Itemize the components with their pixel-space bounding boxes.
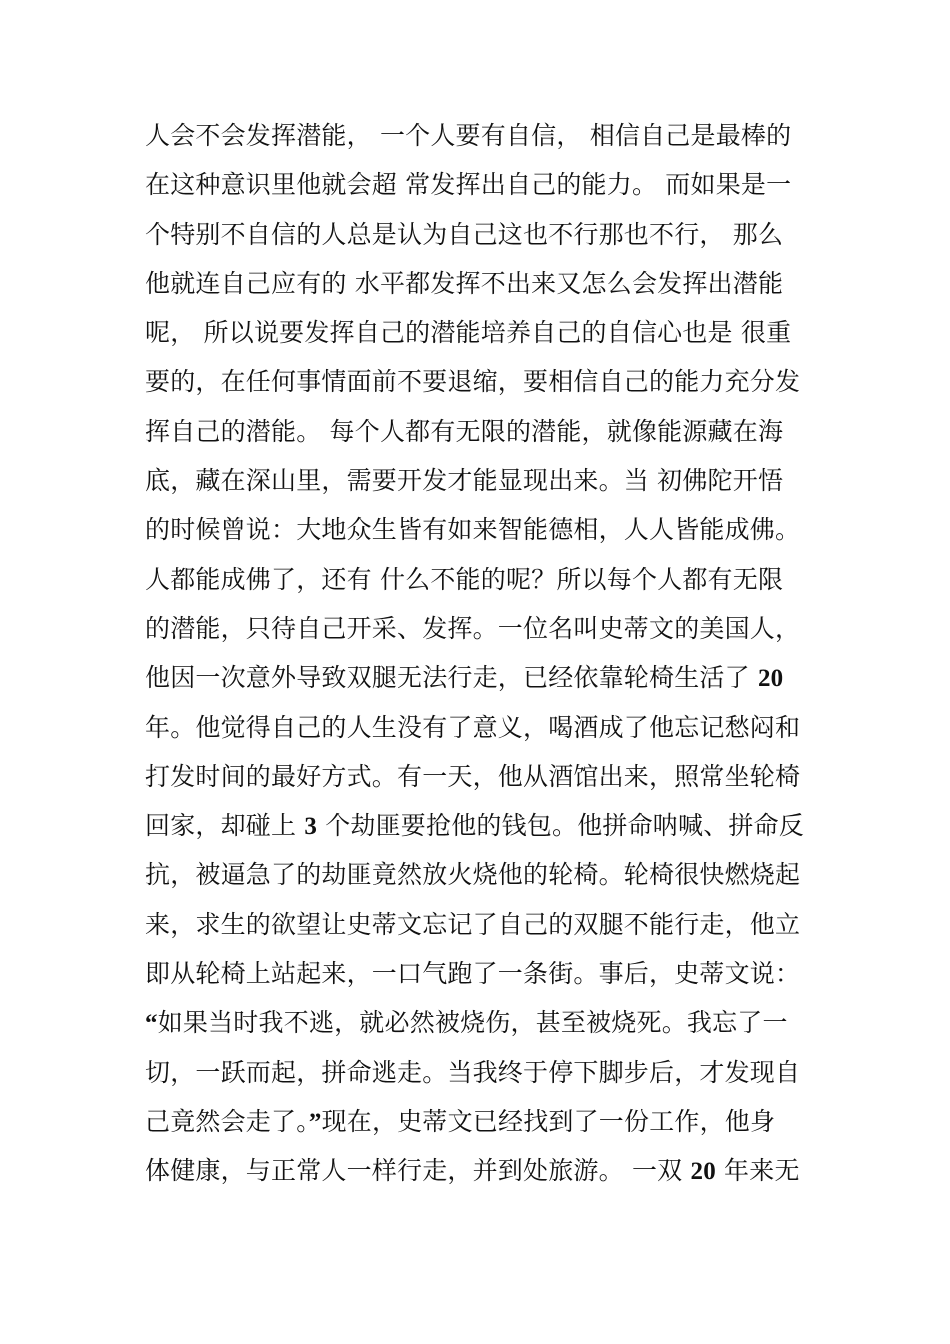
text-line-16: 抗，被逼急了的劫匪竟然放火烧他的轮椅。轮椅很快燃烧起 (145, 860, 801, 890)
text-line-19: “如果当时我不逃，就必然被烧伤，甚至被烧死。我忘了一 (145, 1008, 788, 1038)
text-line-17: 来，求生的欲望让史蒂文忘记了自己的双腿不能行走，他立 (145, 909, 801, 939)
text-line-12: 他因一次意外导致双腿无法行走，已经依靠轮椅生活了 20 (145, 663, 784, 693)
body-text (145, 111, 815, 1196)
text-line-4: 他就连自己应有的 水平都发挥不出来又怎么会发挥出潜能 (145, 268, 784, 298)
text-line-9: 的时候曾说：大地众生皆有如来智能德相，人人皆能成佛。 (145, 515, 801, 545)
text-line-13: 年。他觉得自己的人生没有了意义，喝酒成了他忘记愁闷和 (145, 712, 801, 742)
text-line-18: 即从轮椅上站起来，一口气跑了一条街。事后，史蒂文说： (145, 959, 801, 989)
text-line-21: 己竟然会走了。”现在，史蒂文已经找到了一份工作，他身 (145, 1106, 776, 1136)
text-line-2: 在这种意识里他就会超 常发挥出自己的能力。 而如果是一 (145, 170, 792, 200)
text-line-3: 个特别不自信的人总是认为自己这也不行那也不行， 那么 (145, 219, 784, 249)
text-line-20: 切，一跃而起，拼命逃走。当我终于停下脚步后，才发现自 (145, 1057, 801, 1087)
text-line-14: 打发时间的最好方式。有一天，他从酒馆出来，照常坐轮椅 (145, 761, 801, 791)
text-line-10: 人都能成佛了，还有 什么不能的呢？所以每个人都有无限 (145, 564, 784, 594)
text-line-8: 底，藏在深山里，需要开发才能显现出来。当 初佛陀开悟 (145, 466, 784, 496)
text-line-15: 回家，却碰上 3 个劫匪要抢他的钱包。他拼命呐喊、拼命反 (145, 811, 805, 841)
text-line-5: 呢， 所以说要发挥自己的潜能培养自己的自信心也是 很重 (145, 318, 792, 348)
text-line-6: 要的，在任何事情面前不要退缩，要相信自己的能力充分发 (145, 367, 801, 397)
text-line-22: 体健康，与正常人一样行走，并到处旅游。 一双 20 年来无 (145, 1156, 800, 1186)
text-line-1: 人会不会发挥潜能， 一个人要有自信， 相信自己是最棒的 (145, 121, 792, 150)
text-line-7: 挥自己的潜能。 每个人都有无限的潜能，就像能源藏在海 (145, 416, 784, 446)
text-line-11: 的潜能，只待自己开采、发挥。一位名叫史蒂文的美国人， (145, 613, 801, 643)
